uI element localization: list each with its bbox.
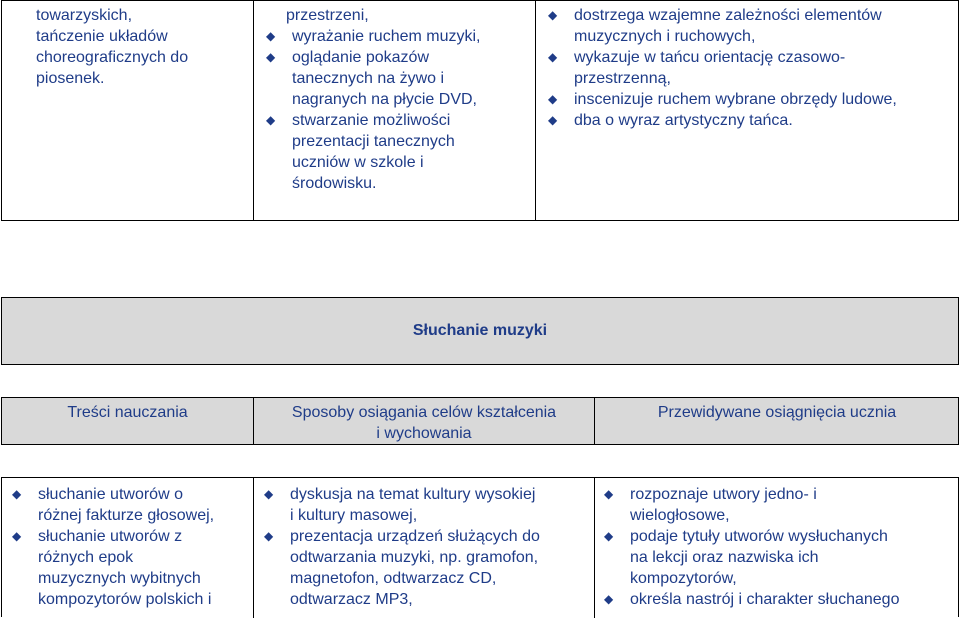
bottom-col1: [6, 484, 251, 610]
list-item-line: przestrzenną,: [574, 70, 671, 87]
diamond-bullet-icon: ◆: [604, 487, 614, 501]
diamond-bullet-icon: ◆: [264, 529, 274, 543]
top-col1-line: piosenek.: [36, 70, 105, 87]
top-col2-first-line: przestrzeni,: [286, 7, 369, 24]
header-row: [1, 397, 959, 445]
list-item-line: środowisku.: [292, 175, 377, 192]
list-item-line: dostrzega wzajemne zależności elementów: [574, 7, 882, 24]
list-item: [542, 47, 956, 89]
list-item: [542, 89, 956, 110]
bottom-col1-list: [6, 484, 251, 610]
list-item: [260, 47, 530, 110]
top-col2-list: [260, 26, 530, 194]
list-item: [6, 526, 251, 610]
top-table-divider-1: [253, 1, 254, 220]
list-item: [542, 110, 956, 131]
list-item: [6, 484, 251, 526]
section-title: Słuchanie muzyki: [412, 322, 548, 339]
list-item: [598, 484, 958, 526]
list-item: [598, 589, 958, 610]
top-col3: [542, 5, 956, 131]
diamond-bullet-icon: ◆: [548, 8, 558, 22]
list-item-line: wyrażanie ruchem muzyki,: [292, 28, 481, 45]
list-item-line: prezentacji tanecznych: [292, 133, 455, 150]
top-col3-list: [542, 5, 956, 131]
list-item-line: muzycznych wybitnych: [38, 570, 201, 587]
bottom-divider-1: [253, 478, 254, 618]
diamond-bullet-icon: ◆: [548, 50, 558, 64]
top-col1-line: tańczenie układów: [36, 28, 168, 45]
header-col2-line2: i wychowania: [376, 425, 472, 442]
top-col2: [260, 5, 530, 194]
list-item-line: na lekcji oraz nazwiska ich: [630, 549, 819, 566]
list-item-line: stwarzanie możliwości: [292, 112, 451, 129]
list-item-line: określa nastrój i charakter słuchanego: [630, 591, 900, 608]
list-item-line: podaje tytuły utworów wysłuchanych: [630, 528, 888, 545]
list-item-line: dba o wyraz artystyczny tańca.: [574, 112, 793, 129]
diamond-bullet-icon: ◆: [12, 529, 22, 543]
list-item-line: słuchanie utworów z: [38, 528, 183, 545]
diamond-bullet-icon: ◆: [266, 113, 276, 127]
list-item-line: prezentacja urządzeń służących do: [290, 528, 540, 545]
list-item-line: i kultury masowej,: [290, 507, 418, 524]
list-item: [598, 526, 958, 589]
list-item-line: nagranych na płycie DVD,: [292, 91, 477, 108]
header-col3: Przewidywane osiągnięcia ucznia: [657, 404, 897, 421]
list-item: [258, 484, 592, 526]
diamond-bullet-icon: ◆: [266, 29, 276, 43]
header-col2-line1: Sposoby osiągania celów kształcenia: [291, 404, 557, 421]
bottom-col2: [258, 484, 592, 610]
diamond-bullet-icon: ◆: [12, 487, 22, 501]
diamond-bullet-icon: ◆: [266, 50, 276, 64]
list-item-line: różnej fakturze głosowej,: [38, 507, 215, 524]
list-item-line: uczniów w szkole i: [292, 154, 424, 171]
list-item-line: wielogłosowe,: [630, 507, 730, 524]
diamond-bullet-icon: ◆: [604, 592, 614, 606]
list-item-line: oglądanie pokazów: [292, 49, 429, 66]
list-item: [260, 110, 530, 194]
list-item: [542, 5, 956, 47]
top-col1: [10, 5, 248, 89]
list-item-line: różnych epok: [38, 549, 134, 566]
diamond-bullet-icon: ◆: [264, 487, 274, 501]
list-item-line: tanecznych na żywo i: [292, 70, 445, 87]
diamond-bullet-icon: ◆: [548, 113, 558, 127]
diamond-bullet-icon: ◆: [548, 92, 558, 106]
bottom-col2-list: [258, 484, 592, 610]
list-item-line: wykazuje w tańcu orientację czasowo-: [574, 49, 846, 66]
section-title-box: [1, 297, 959, 365]
list-item-line: odtwarzacz MP3,: [290, 591, 413, 608]
list-item: [260, 26, 530, 47]
list-item-line: magnetofon, odtwarzacz CD,: [290, 570, 497, 587]
header-col2: [254, 402, 594, 444]
top-table: [1, 0, 959, 221]
list-item-line: muzycznych i ruchowych,: [574, 28, 756, 45]
list-item-line: inscenizuje ruchem wybrane obrzędy ludowe,: [574, 91, 897, 108]
list-item-line: kompozytorów polskich i: [38, 591, 212, 608]
bottom-table: [1, 477, 959, 617]
list-item-line: dyskusja na temat kultury wysokiej: [290, 486, 536, 503]
top-col1-line: choreograficznych do: [36, 49, 189, 66]
bottom-col3-list: [598, 484, 958, 610]
list-item: [258, 526, 592, 610]
header-col1: Treści nauczania: [67, 404, 188, 421]
list-item-line: rozpoznaje utwory jedno- i: [630, 486, 817, 503]
top-col1-line: towarzyskich,: [36, 7, 133, 24]
list-item-line: odtwarzania muzyki, np. gramofon,: [290, 549, 539, 566]
list-item-line: słuchanie utworów o: [38, 486, 183, 503]
diamond-bullet-icon: ◆: [604, 529, 614, 543]
bottom-col3: [598, 484, 958, 610]
bottom-divider-2: [594, 478, 595, 618]
list-item-line: kompozytorów,: [630, 570, 737, 587]
top-table-divider-2: [535, 1, 536, 220]
